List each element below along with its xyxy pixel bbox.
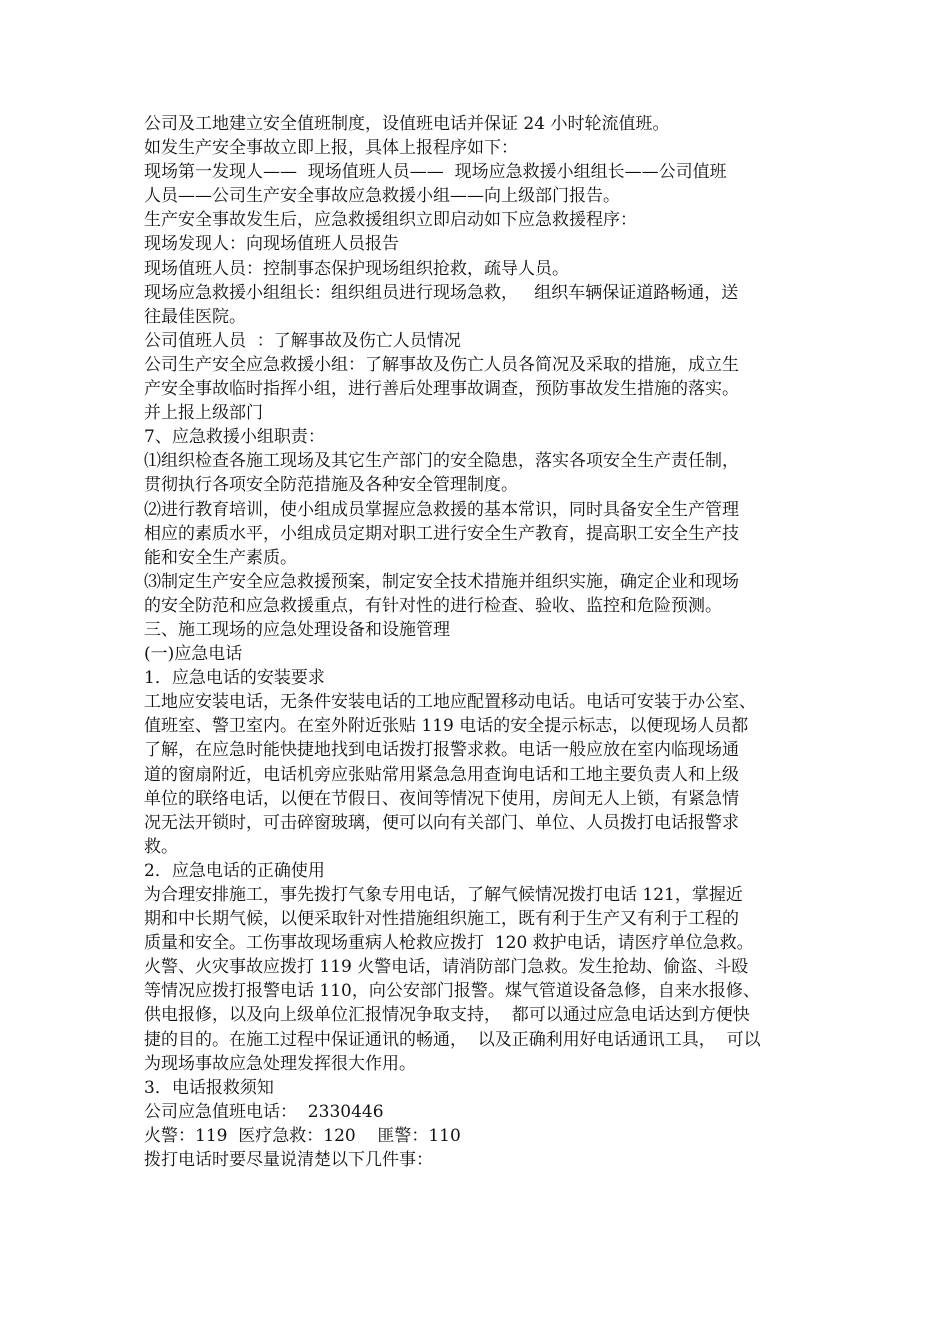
text-line: 现场值班人员：控制事态保护现场组织抢救，疏导人员。 bbox=[144, 258, 569, 279]
text-line: 的安全防范和应急救援重点，有针对性的进行检查、验收、监控和危险预测。 bbox=[144, 595, 722, 616]
text-line: 现场第一发现人—— 现场值班人员—— 现场应急救援小组组长——公司值班 bbox=[144, 162, 727, 183]
section-heading: 三、施工现场的应急处理设备和设施管理 bbox=[144, 619, 450, 640]
text-line: ⑶制定生产安全应急救援预案，制定安全技术措施并组织实施，确定企业和现场 bbox=[144, 571, 739, 592]
text-line: 期和中长期气候，以便采取针对性措施组织施工，既有利于生产又有利于工程的 bbox=[144, 909, 739, 930]
text-line: 为合理安排施工，事先拨打气象专用电话，了解气候情况拨打电话 121，掌握近 bbox=[144, 885, 743, 905]
text-line: 拨打电话时要尽量说清楚以下几件事： bbox=[144, 1150, 433, 1171]
text-line: 人员——公司生产安全事故应急救援小组——向上级部门报告。 bbox=[144, 186, 620, 207]
document-body bbox=[144, 112, 820, 1172]
text-line: 如发生产安全事故立即上报，具体上报程序如下： bbox=[144, 138, 518, 159]
text-line: 公司生产安全应急救援小组：了解事故及伤亡人员各简况及采取的措施，成立生 bbox=[144, 354, 739, 375]
text-line: 况无法开锁时，可击碎窗玻璃，便可以向有关部门、单位、人员拨打电话报警求 bbox=[144, 812, 739, 833]
text-line: 单位的联络电话，以便在节假日、夜间等情况下使用，房间无人上锁，有紧急情 bbox=[144, 788, 739, 809]
text-line: 产安全事故临时指挥小组，进行善后处理事故调查，预防事故发生措施的落实。 bbox=[144, 379, 739, 400]
text-line: 贯彻执行各项安全防范措施及各种安全管理制度。 bbox=[144, 475, 518, 496]
text-line: 等情况应拨打报警电话 110，向公安部门报警。煤气管道设备急修，自来水报修、 bbox=[144, 981, 760, 1002]
text-line: ⑵进行教育培训，使小组成员掌握应急救援的基本常识，同时具备安全生产管理 bbox=[144, 499, 739, 520]
text-line: 了解，在应急时能快捷地找到电话拨打报警求救。电话一般应放在室内临现场通 bbox=[144, 740, 739, 761]
text-line: 往最佳医院。 bbox=[144, 306, 246, 327]
section-heading: 3．电话报救须知 bbox=[144, 1077, 274, 1098]
text-line: 火警：119 医疗急救：120 匪警：110 bbox=[144, 1125, 461, 1146]
text-line: 道的窗扇附近，电话机旁应张贴常用紧急急用查询电话和工地主要负责人和上级 bbox=[144, 764, 739, 785]
text-line: ⑴组织检查各施工现场及其它生产部门的安全隐患，落实各项安全生产责任制， bbox=[144, 451, 739, 472]
text-line: 为现场事故应急处理发挥很大作用。 bbox=[144, 1053, 416, 1074]
text-line: 能和安全生产素质。 bbox=[144, 547, 297, 568]
text-line: 值班室、警卫室内。在室外附近张贴 119 电话的安全提示标志，以便现场人员都 bbox=[144, 716, 749, 737]
section-heading: (一)应急电话 bbox=[144, 644, 243, 665]
text-line: 公司及工地建立安全值班制度，设值班电话并保证 24 小时轮流值班。 bbox=[144, 114, 670, 134]
section-heading: 2．应急电话的正确使用 bbox=[144, 860, 325, 881]
section-heading: 7、应急救援小组职责： bbox=[144, 427, 325, 448]
section-heading: 1．应急电话的安装要求 bbox=[144, 668, 325, 689]
text-line: 质量和安全。工伤事故现场重病人枪救应拨打 120 救护电话，请医疗单位急救。 bbox=[144, 933, 754, 954]
text-line: 生产安全事故发生后，应急救援组织立即启动如下应急救援程序： bbox=[144, 210, 637, 231]
text-line: 公司值班人员 ：了解事故及伤亡人员情况 bbox=[144, 330, 461, 351]
text-line: 火警、火灾事故应拨打 119 火警电话，请消防部门急救。发生抢劫、偷盗、斗殴 bbox=[144, 957, 749, 978]
text-line: 工地应安装电话，无条件安装电话的工地应配置移动电话。电话可安装于办公室、 bbox=[144, 692, 756, 713]
text-line: 供电报修，以及向上级单位汇报情况争取支持， 都可以通过应急电话达到方便快 bbox=[144, 1005, 750, 1026]
text-line: 公司应急值班电话： 2330446 bbox=[144, 1101, 384, 1122]
text-line: 相应的素质水平，小组成员定期对职工进行安全生产教育，提高职工安全生产技 bbox=[144, 523, 739, 544]
text-line: 现场应急救援小组组长：组织组员进行现场急救， 组织车辆保证道路畅通，送 bbox=[144, 282, 739, 303]
text-line: 救。 bbox=[144, 836, 178, 857]
text-line: 现场发现人：向现场值班人员报告 bbox=[144, 234, 399, 255]
text-line: 并上报上级部门 bbox=[144, 403, 263, 424]
text-line: 捷的目的。在施工过程中保证通讯的畅通， 以及正确利用好电话通讯工具， 可以 bbox=[144, 1029, 761, 1050]
